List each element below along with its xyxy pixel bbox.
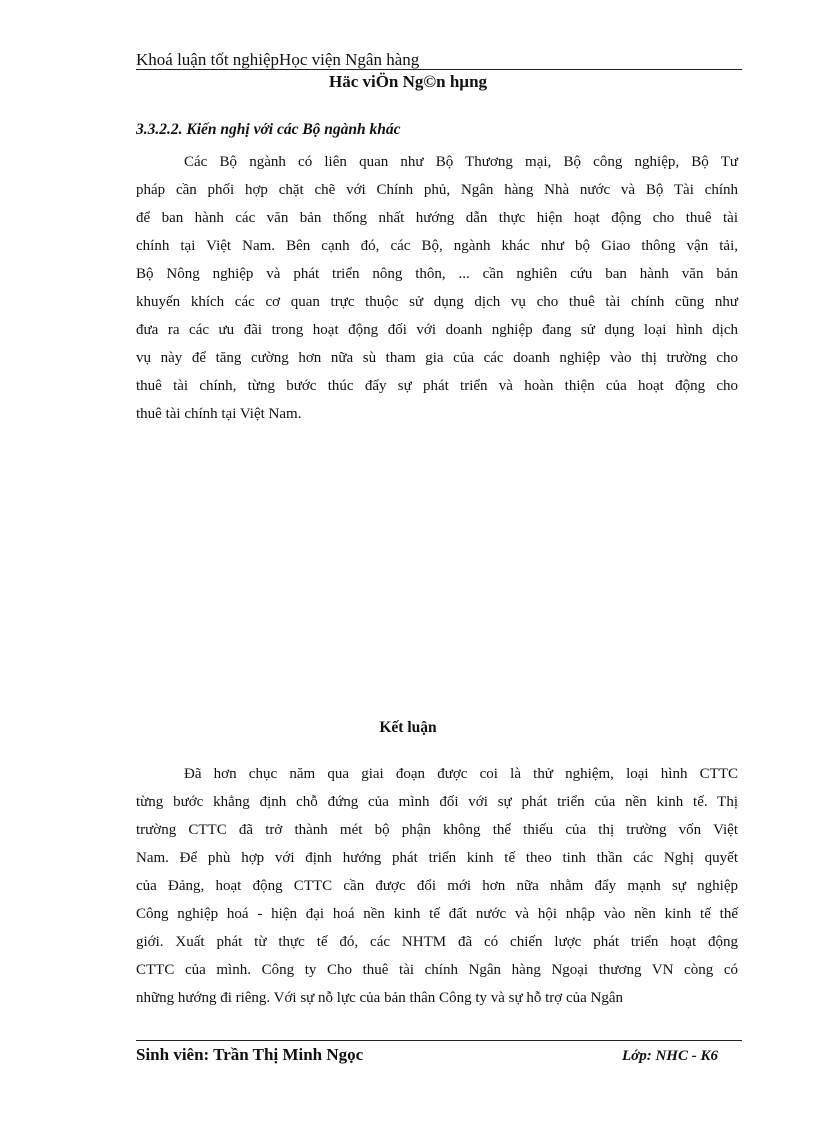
paragraph-line: những hướng đi riêng. Với sự nỗ lực của bản thân Công ty và sự hỗ trợ của Ngân (136, 990, 624, 1006)
paragraph-line: pháp cần phối hợp chặt chẽ với Chính phủ, Ngân hàng Nhà nước và Bộ Tài chính (136, 182, 738, 198)
paragraph-line: Nam. Để phù hợp với định hướng phát triển kinh tế theo tinh thần các Nghị quyết (136, 850, 738, 866)
header-institution: Häc viÖn Ng©n hµng (328, 72, 488, 91)
paragraph-line: chính tại Việt Nam. Bên cạnh đó, các Bộ, ngành khác như bộ Giao thông vận tải, (136, 238, 738, 254)
header-divider (136, 69, 742, 70)
paragraph-line: Công nghiệp hoá - hiện đại hoá nền kinh tế đất nước và hội nhập vào nền kinh tế thế (136, 906, 738, 922)
paragraph-line: thuê tài chính tại Việt Nam. (136, 406, 302, 422)
footer-class: Lớp: NHC - K6 (622, 1048, 718, 1064)
paragraph-line: từng bước khẳng định chỗ đứng của mình đối với sự phát triển của nền kinh tế. Thị (136, 794, 738, 810)
footer-student-name: Sinh viên: Trần Thị Minh Ngọc (136, 1045, 364, 1064)
header-title: Khoá luận tốt nghiệpHọc viện Ngân hàng (136, 50, 420, 69)
paragraph-line: vụ này để tăng cường hơn nữa sù tham gia của các doanh nghiệp vào thị trường cho (136, 350, 738, 366)
paragraph-line: Đã hơn chục năm qua giai đoạn được coi là thử nghiệm, loại hình CTTC (184, 766, 738, 782)
paragraph-line: đưa ra các ưu đãi trong hoạt động đối với doanh nghiệp đang sử dụng loại hình dịch (136, 322, 738, 338)
paragraph-line: của Đảng, hoạt động CTTC cần được đổi mới hơn nữa nhằm đẩy mạnh sự nghiệp (136, 878, 738, 894)
section-title: 3.3.2.2. Kiến nghị với các Bộ ngành khác (136, 121, 401, 138)
paragraph-line: giới. Xuất phát từ thực tế đó, các NHTM đã có chiến lược phát triển hoạt động (136, 934, 738, 950)
paragraph-line: để ban hành các văn bản thống nhất hướng dẫn thực hiện hoạt động cho thuê tài (136, 210, 738, 226)
paragraph-line: Các Bộ ngành có liên quan như Bộ Thương mại, Bộ công nghiệp, Bộ Tư (184, 154, 738, 170)
paragraph-line: khuyến khích các cơ quan trực thuộc sử dụng dịch vụ cho thuê tài chính cũng như (136, 294, 738, 310)
paragraph-line: Bộ Nông nghiệp và phát triển nông thôn, ... cần nghiên cứu ban hành văn bản (136, 266, 738, 282)
paragraph-line: thuê tài chính, từng bước thúc đẩy sự phát triển và hoàn thiện của hoạt động cho (136, 378, 738, 394)
paragraph-line: CTTC của mình. Công ty Cho thuê tài chính Ngân hàng Ngoại thương VN còng có (136, 962, 738, 978)
footer-divider (136, 1040, 742, 1041)
paragraph-line: trường CTTC đã trở thành mét bộ phận không thể thiếu của thị trường vốn Việt (136, 822, 738, 838)
conclusion-heading: Kết luận (379, 719, 437, 736)
